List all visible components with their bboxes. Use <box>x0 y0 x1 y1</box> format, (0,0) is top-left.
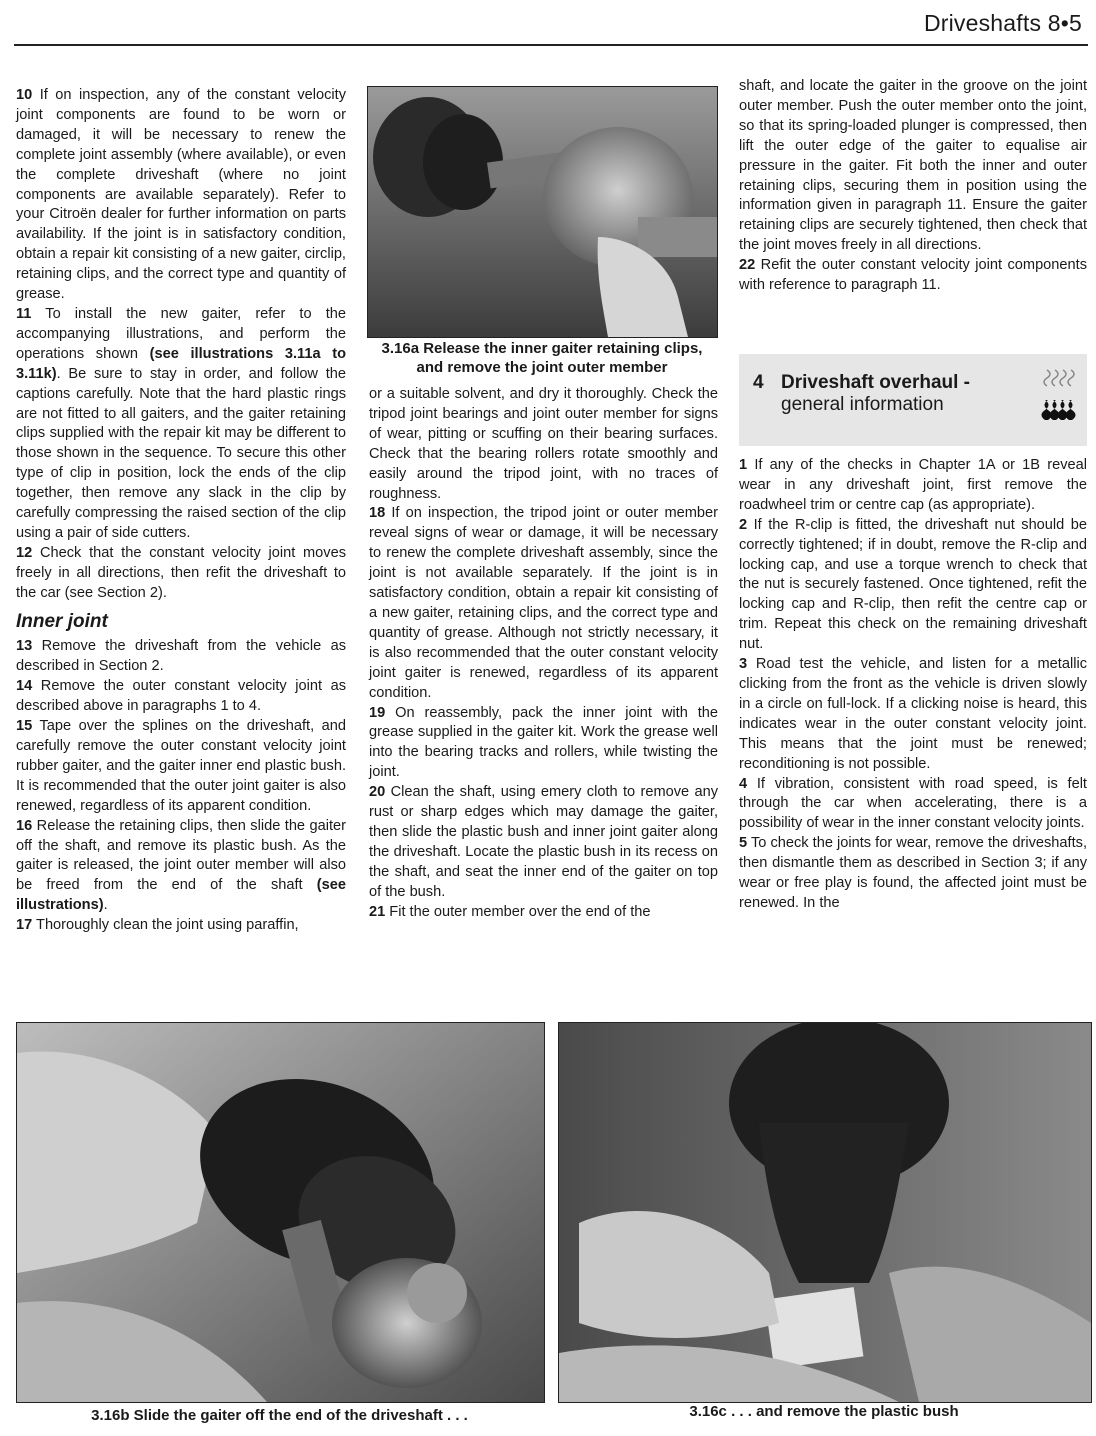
paragraph-number: 16 <box>16 817 33 834</box>
paragraph-number: 22 <box>739 257 756 274</box>
section-heading-box <box>739 354 1087 446</box>
section4-paragraph-3 <box>739 655 1087 774</box>
text-column-1 <box>16 86 346 936</box>
paragraph-number: 21 <box>369 903 386 920</box>
paragraph-text: Release the retaining clips, then slide the gaiter off the shaft, and remove its plastic bush. As the gaiter is released, the joint outer member will also be freed from the end of the shaft <box>16 817 346 894</box>
paragraph-number: 2 <box>739 516 748 533</box>
caption-3-16b: 3.16b Slide the gaiter off the end of the driveshaft . . . <box>91 1407 468 1424</box>
section4-paragraph-1 <box>739 456 1087 516</box>
paragraph-21-continued: shaft, and locate the gaiter in the groove on the joint outer member. Push the outer member onto the joint, so that its spring-loaded plunger is compressed, then lift the outer edge of the gaiter to equalise air pressure in the gaiter. Fit both the inner and outer retaining clips, securing them in position using the information given in paragraph 11. Ensure the gaiter retaining clips are securely tightened, then check that the joint moves freely in all directions. <box>739 78 1087 254</box>
photo-remove-bush-image <box>559 1023 1091 1402</box>
text-column-2 <box>369 385 718 922</box>
paragraph-22 <box>739 256 1087 296</box>
paragraph-text: Fit the outer member over the end of the <box>385 903 651 920</box>
photo-3-16c <box>558 1022 1092 1403</box>
paragraph-text: Remove the driveshaft from the vehicle as described in Section 2. <box>16 638 346 675</box>
paragraph-number: 1 <box>739 457 748 473</box>
paragraph-number: 11 <box>16 305 32 322</box>
paragraph-17 <box>16 916 346 936</box>
paragraph-16 <box>16 817 346 917</box>
caption-3-16a: 3.16a Release the inner gaiter retaining clips, and remove the joint outer member <box>381 340 703 376</box>
paragraph-number: 13 <box>16 638 33 655</box>
paragraph-number: 18 <box>369 505 386 522</box>
paragraph-17-continued: or a suitable solvent, and dry it thoroughly. Check the tripod joint bearings and joint outer member for signs of wear, pitting or scuffing on their bearing surfaces. Check that the bearing rollers rotate smoothly and easily around the tripod joint, with no traces of roughness. <box>369 386 718 502</box>
paragraph-number: 4 <box>739 775 748 792</box>
caption-3-16c: 3.16c . . . and remove the plastic bush <box>689 1403 959 1420</box>
paragraph-10 <box>16 86 346 305</box>
section-title: Driveshaft overhaul - <box>781 372 970 393</box>
illustration-reference: (see illustrations) <box>16 877 346 914</box>
paragraph-text: . Be sure to stay in order, and follow the captions carefully. Note that the hard plastic rings are not fitted to all gaiters, and the gaiter retaining clips supplied with the repair kit may be different to those shown in the sequence. To secure this other type of clip in position, lock the ends of the clip together, then remove any slack in the clip by carefully compressing the raised section of the clip using a pair of side cutters. <box>16 365 346 541</box>
page-header <box>0 0 1096 48</box>
paragraph-number: 17 <box>16 917 33 934</box>
paragraph-text: . <box>103 897 108 914</box>
paragraph-text: Refit the outer constant velocity joint components with reference to paragraph 11. <box>739 257 1087 294</box>
paragraph-number: 10 <box>16 87 33 103</box>
paragraph-text: Clean the shaft, using emery cloth to remove any rust or sharp edges which may damage the gaiter, then slide the plastic bush and inner joint gaiter along the driveshaft. Locate the plastic bush in its recess on the shaft, and seat the inner end of the gaiter on top of the bush. <box>369 784 718 900</box>
paragraph-number: 14 <box>16 678 33 695</box>
section4-paragraph-2 <box>739 516 1087 655</box>
paragraph-text: Road test the vehicle, and listen for a metallic clicking from the front as the vehicle is driven slowly in a circle on full-lock. If a clicking noise is heard, this indicates wear in the outer constant velocity joint. This means that the joint must be renewed; reconditioning is not possible. <box>739 656 1087 772</box>
photo-3-16a <box>367 86 718 338</box>
paragraph-text: Check that the constant velocity joint moves freely in all directions, then refit the driveshaft to the car (see Section 2). <box>16 544 346 601</box>
paragraph-text: If the R-clip is fitted, the driveshaft nut should be correctly tightened; if in doubt, remove the R-clip and locking cap, and use a torque wrench to check that the nut is securely fastened. Once tightened, refit the locking cap and R-clip, then refit the centre cap or trim. Repeat this check on the remaining driveshaft nut. <box>739 516 1087 653</box>
paragraph-15 <box>16 717 346 817</box>
section4-paragraph-4 <box>739 775 1087 835</box>
paragraph-18 <box>369 504 718 703</box>
paragraph-text: To install the new gaiter, refer to the accompanying illustrations, and perform the operations shown <box>16 305 346 362</box>
photo-slide-gaiter-image <box>17 1023 544 1402</box>
paragraph-text: On reassembly, pack the inner joint with the grease supplied in the gaiter kit. Work the grease well into the bearing tracks and rollers, while twisting the joint. <box>369 704 718 781</box>
paragraph-number: 3 <box>739 656 748 673</box>
paragraph-13 <box>16 637 346 677</box>
paragraph-number: 19 <box>369 704 386 721</box>
text-column-3-bottom <box>739 456 1087 914</box>
paragraph-text: If vibration, consistent with road speed, is felt through the car when accelerating, there is a possibility of wear in the inner constant velocity joints. <box>739 775 1087 832</box>
paragraph-text: If any of the checks in Chapter 1A or 1B reveal wear in any driveshaft joint, first remove the roadwheel trim or centre cap (as appropriate). <box>739 457 1087 513</box>
header-rule <box>14 44 1088 46</box>
paragraph-12 <box>16 544 346 604</box>
text-column-3-top <box>739 77 1087 296</box>
photo-gaiter-outer-member-image <box>368 87 717 337</box>
paragraph-text: If on inspection, the tripod joint or outer member reveal signs of wear or damage, it will be necessary to renew the complete driveshaft assembly, since the joint is not available separately. If the joint is in satisfactory condition, obtain a repair kit consisting of a new gaiter, retaining clips, and the correct type and quantity of grease. Although not strictly necessary, it is also recommended that the outer constant velocity joint gaiter is renewed, regardless of its apparent condition. <box>369 505 718 701</box>
page-title: Driveshafts 8•5 <box>923 10 1082 36</box>
section4-paragraph-5 <box>739 834 1087 914</box>
paragraph-text: To check the joints for wear, remove the driveshafts, then dismantle them as described in Section 3; if any wear or free play is found, the affected joint must be renewed. In the <box>739 835 1087 911</box>
paragraph-text: Remove the outer constant velocity joint as described above in paragraphs 1 to 4. <box>16 678 346 715</box>
paragraph-number: 15 <box>16 718 33 735</box>
subheading-inner-joint: Inner joint <box>16 610 108 632</box>
paragraph-21 <box>369 903 718 923</box>
difficulty-spanner-icon <box>1041 364 1079 438</box>
paragraph-text: If on inspection, any of the constant velocity joint components are found to be worn or damaged, it will be necessary to renew the complete joint assembly (where available), or even the complete driveshaft (where no joint components are available separately). Refer to your Citroën dealer for further information on parts availability. If the joint is in satisfactory condition, obtain a repair kit consisting of a new gaiter, circlip, retaining clips, and the correct type and quantity of grease. <box>16 87 346 303</box>
section-subtitle: general information <box>781 394 944 415</box>
paragraph-11 <box>16 305 346 544</box>
section-number: 4 <box>753 372 764 393</box>
paragraph-20 <box>369 783 718 902</box>
illustration-reference: (see illustrations 3.11a to 3.11k) <box>16 345 346 382</box>
paragraph-number: 20 <box>369 784 386 801</box>
paragraph-number: 12 <box>16 544 33 561</box>
paragraph-14 <box>16 677 346 717</box>
photo-3-16b <box>16 1022 545 1403</box>
paragraph-text: Tape over the splines on the driveshaft, and carefully remove the outer constant velocity joint rubber gaiter, and the gaiter inner end plastic bush. It is recommended that the outer joint gaiter is also renewed, regardless of its apparent condition. <box>16 718 346 814</box>
paragraph-19 <box>369 704 718 784</box>
paragraph-text: Thoroughly clean the joint using paraffin, <box>32 917 299 934</box>
paragraph-number: 5 <box>739 835 748 852</box>
